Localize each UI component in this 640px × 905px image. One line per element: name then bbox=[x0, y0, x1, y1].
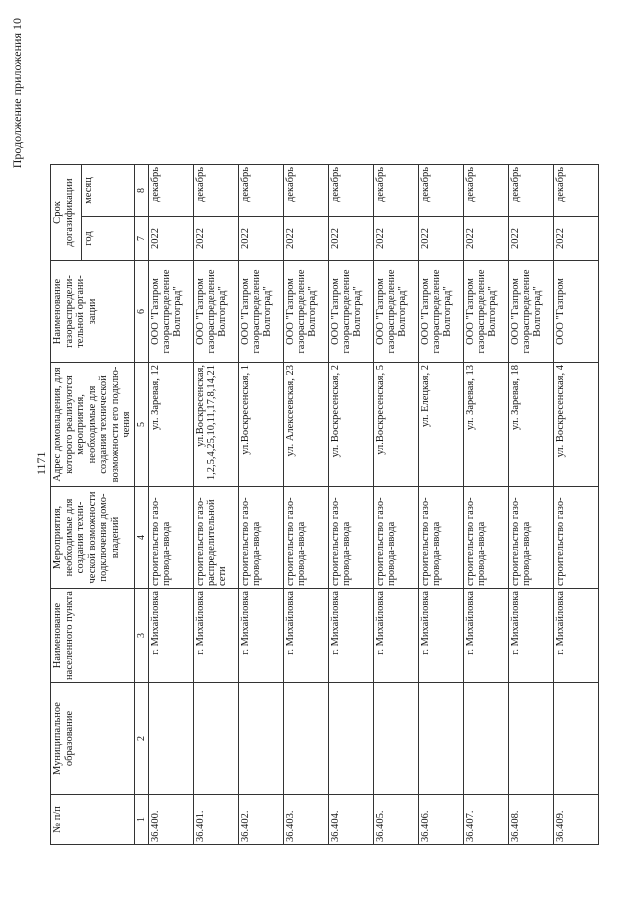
settlement-cell: г. Михайловка bbox=[238, 589, 283, 683]
header-year: год bbox=[82, 217, 135, 261]
municipality-cell bbox=[508, 683, 553, 795]
year-cell: 2022 bbox=[553, 217, 598, 261]
settlement-cell: г. Михайловка bbox=[508, 589, 553, 683]
settlement-cell: г. Михайловка bbox=[193, 589, 238, 683]
org-cell: ООО "Газпром газораспределение Волгоград" bbox=[148, 261, 193, 363]
header-address: Адрес домовладения, для которого реализуются мероприятия, необходимые для создания технической возможности его подклю-чения bbox=[51, 363, 135, 487]
org-cell: ООО "Газпром газораспределение Волгоград" bbox=[508, 261, 553, 363]
row-number: 36.401. bbox=[193, 795, 238, 845]
address-cell: ул. Воскресенская, 4 bbox=[553, 363, 598, 487]
year-cell: 2022 bbox=[328, 217, 373, 261]
year-cell: 2022 bbox=[283, 217, 328, 261]
column-number: 8 bbox=[134, 165, 148, 217]
page-number: 1171 bbox=[34, 451, 48, 475]
address-cell: ул. Елецкая, 2 bbox=[418, 363, 463, 487]
municipality-cell bbox=[238, 683, 283, 795]
settlement-cell: г. Михайловка bbox=[553, 589, 598, 683]
row-number: 36.404. bbox=[328, 795, 373, 845]
measure-cell: строительство газо-провода-ввода bbox=[463, 487, 508, 589]
org-cell: ООО "Газпром газораспределение Волгоград" bbox=[373, 261, 418, 363]
header-month: месяц bbox=[82, 165, 135, 217]
month-cell: декабрь bbox=[418, 165, 463, 217]
header-row bbox=[51, 165, 82, 845]
row-number: 36.400. bbox=[148, 795, 193, 845]
org-cell: ООО "Газпром газораспределение Волгоград" bbox=[193, 261, 238, 363]
table-row bbox=[328, 165, 373, 845]
table-row bbox=[283, 165, 328, 845]
municipality-cell bbox=[418, 683, 463, 795]
address-cell: ул. Заревая, 12 bbox=[148, 363, 193, 487]
table-body bbox=[148, 165, 598, 845]
year-cell: 2022 bbox=[463, 217, 508, 261]
org-cell: ООО "Газпром газораспределение Волгоград" bbox=[418, 261, 463, 363]
month-cell: декабрь bbox=[283, 165, 328, 217]
column-number: 5 bbox=[134, 363, 148, 487]
header-org: Наименование газораспредели-тельной органи-зации bbox=[51, 261, 135, 363]
month-cell: декабрь bbox=[193, 165, 238, 217]
address-cell: ул. Заревая, 18 bbox=[508, 363, 553, 487]
org-cell: ООО "Газпром газораспределение Волгоград" bbox=[328, 261, 373, 363]
measure-cell: строительство газо-провода-ввода bbox=[283, 487, 328, 589]
year-cell: 2022 bbox=[508, 217, 553, 261]
municipality-cell bbox=[463, 683, 508, 795]
municipality-cell bbox=[373, 683, 418, 795]
header-num: № п/п bbox=[51, 795, 135, 845]
table-row bbox=[418, 165, 463, 845]
month-cell: декабрь bbox=[508, 165, 553, 217]
table-row bbox=[193, 165, 238, 845]
settlement-cell: г. Михайловка bbox=[283, 589, 328, 683]
row-number: 36.405. bbox=[373, 795, 418, 845]
org-cell: ООО "Газпром газораспределение Волгоград" bbox=[283, 261, 328, 363]
month-cell: декабрь bbox=[328, 165, 373, 217]
row-number: 36.406. bbox=[418, 795, 463, 845]
column-number: 1 bbox=[134, 795, 148, 845]
settlement-cell: г. Михайловка bbox=[418, 589, 463, 683]
measure-cell: строительство газо-распределительной сети bbox=[193, 487, 238, 589]
table-row bbox=[508, 165, 553, 845]
row-number: 36.403. bbox=[283, 795, 328, 845]
municipality-cell bbox=[328, 683, 373, 795]
table-row bbox=[238, 165, 283, 845]
measure-cell: строительство газо-провода-ввода bbox=[148, 487, 193, 589]
municipality-cell bbox=[148, 683, 193, 795]
column-number: 7 bbox=[134, 217, 148, 261]
address-cell: ул. Заревая, 13 bbox=[463, 363, 508, 487]
month-cell: декабрь bbox=[463, 165, 508, 217]
year-cell: 2022 bbox=[238, 217, 283, 261]
settlement-cell: г. Михайловка bbox=[463, 589, 508, 683]
row-number: 36.408. bbox=[508, 795, 553, 845]
year-cell: 2022 bbox=[373, 217, 418, 261]
address-cell: ул.Воскресенская, 5 bbox=[373, 363, 418, 487]
year-cell: 2022 bbox=[418, 217, 463, 261]
header-municipality: Муниципальное образование bbox=[51, 683, 135, 795]
table-row bbox=[373, 165, 418, 845]
org-cell: ООО "Газпром газораспределение Волгоград" bbox=[463, 261, 508, 363]
year-cell: 2022 bbox=[193, 217, 238, 261]
column-number: 6 bbox=[134, 261, 148, 363]
column-number: 3 bbox=[134, 589, 148, 683]
address-cell: ул. Воскресенская, 2 bbox=[328, 363, 373, 487]
org-cell: ООО "Газпром bbox=[553, 261, 598, 363]
column-number: 4 bbox=[134, 487, 148, 589]
continuation-note: Продолжение приложения 10 bbox=[10, 18, 24, 169]
row-number: 36.407. bbox=[463, 795, 508, 845]
measure-cell: строительство газо-провода-ввода bbox=[238, 487, 283, 589]
address-cell: ул.Воскресенская, 1 bbox=[238, 363, 283, 487]
municipality-cell bbox=[553, 683, 598, 795]
measure-cell: строительство газо-провода-ввода bbox=[373, 487, 418, 589]
measure-cell: строительство газо-провода-ввода bbox=[328, 487, 373, 589]
address-cell: ул. Алексеевская, 23 bbox=[283, 363, 328, 487]
month-cell: декабрь bbox=[238, 165, 283, 217]
year-cell: 2022 bbox=[148, 217, 193, 261]
header-term: Срок догазификации bbox=[51, 165, 82, 261]
month-cell: декабрь bbox=[373, 165, 418, 217]
header-settlement: Наименование населенного пункта bbox=[51, 589, 135, 683]
settlement-cell: г. Михайловка bbox=[373, 589, 418, 683]
measure-cell: строительство газо- bbox=[553, 487, 598, 589]
column-number: 2 bbox=[134, 683, 148, 795]
table-row bbox=[553, 165, 598, 845]
data-table bbox=[50, 164, 599, 845]
row-number: 36.409. bbox=[553, 795, 598, 845]
measure-cell: строительство газо-провода-ввода bbox=[508, 487, 553, 589]
address-cell: ул.Воскресенская, 1,2,5,4,25,10,11,17,8,14,21 bbox=[193, 363, 238, 487]
org-cell: ООО "Газпром газораспределение Волгоград" bbox=[238, 261, 283, 363]
municipality-cell bbox=[193, 683, 238, 795]
header-measures: Мероприятия, необходимые для создания техни-ческой возможности подключения домо-владений bbox=[51, 487, 135, 589]
month-cell: декабрь bbox=[553, 165, 598, 217]
month-cell: декабрь bbox=[148, 165, 193, 217]
column-number-row bbox=[134, 165, 148, 845]
settlement-cell: г. Михайловка bbox=[328, 589, 373, 683]
measure-cell: строительство газо-провода-ввода bbox=[418, 487, 463, 589]
settlement-cell: г. Михайловка bbox=[148, 589, 193, 683]
table-row bbox=[463, 165, 508, 845]
row-number: 36.402. bbox=[238, 795, 283, 845]
municipality-cell bbox=[283, 683, 328, 795]
table-row bbox=[148, 165, 193, 845]
